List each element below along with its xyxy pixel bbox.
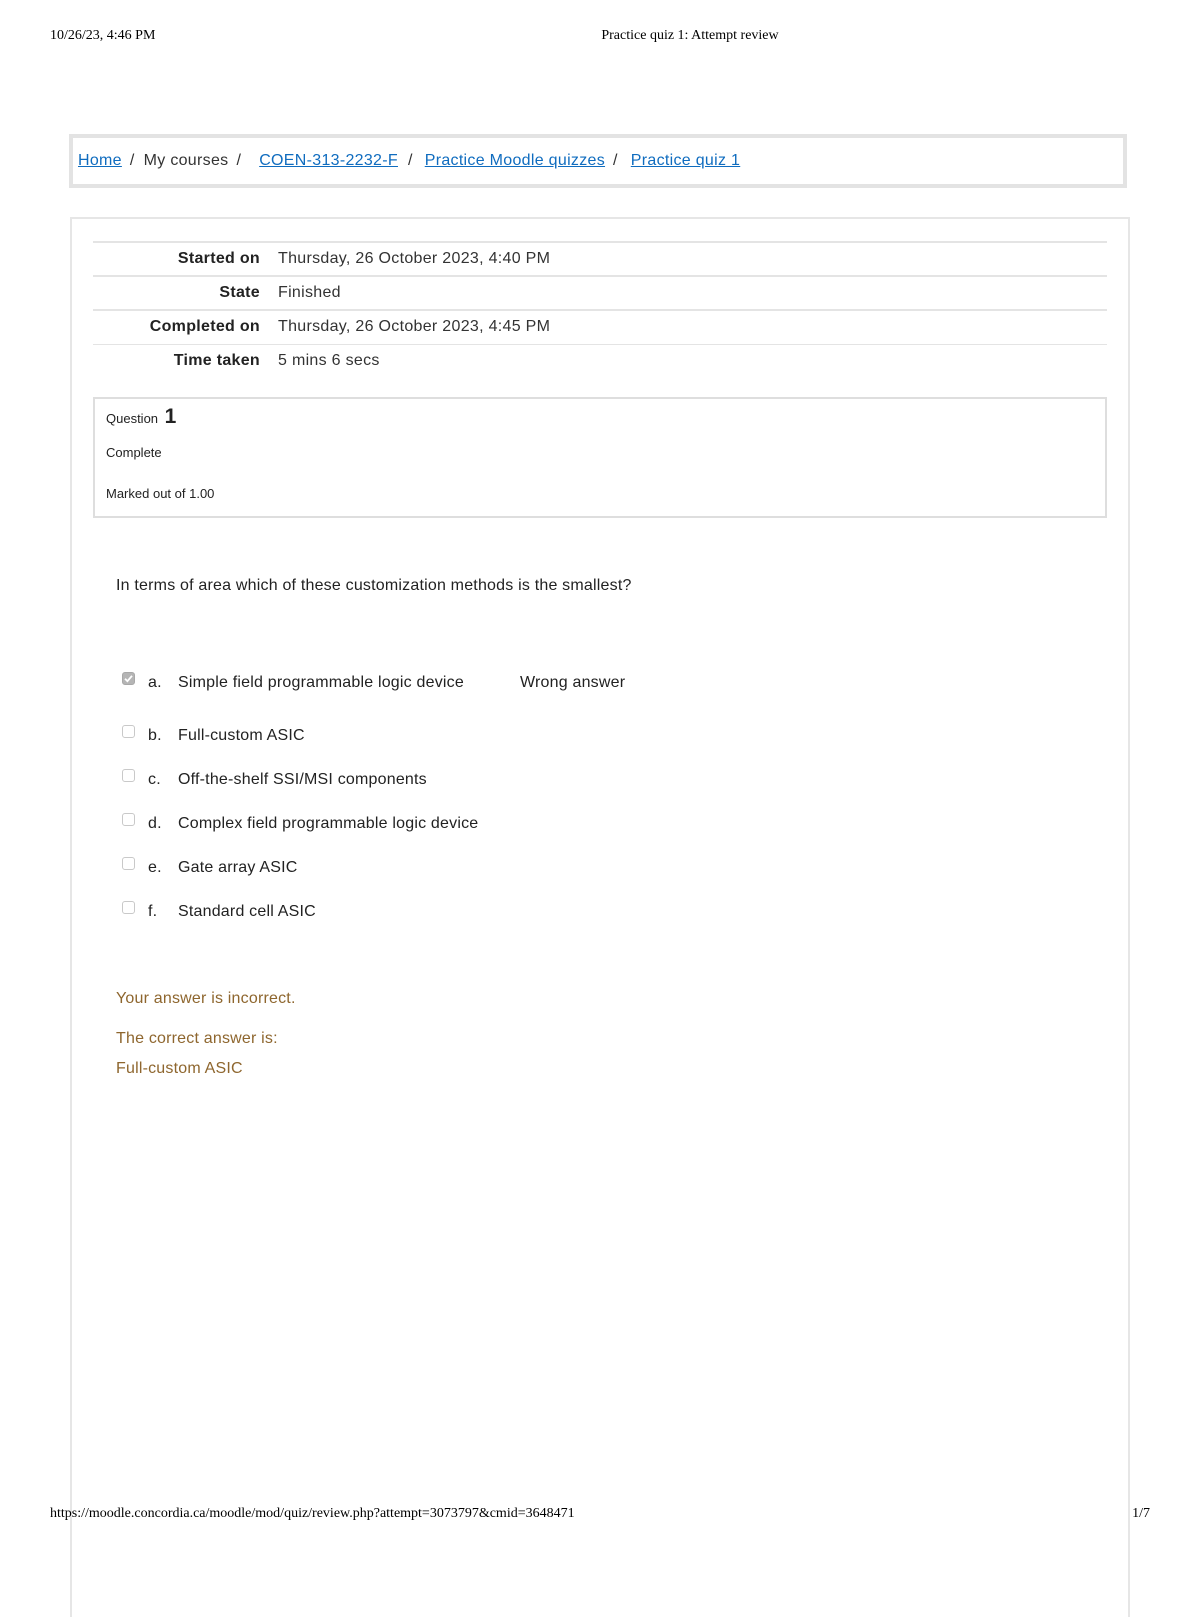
answer-option-letter: d. (148, 815, 162, 832)
print-page-number: 1/7 (1132, 1506, 1150, 1521)
breadcrumb-separator: / (129, 152, 135, 169)
answer-option-letter: c. (148, 771, 161, 788)
print-page-title: Practice quiz 1: Attempt review (601, 28, 779, 43)
answer-option (122, 856, 298, 880)
attempt-summary-table (93, 241, 1107, 378)
correct-answer-value: Full-custom ASIC (116, 1060, 243, 1077)
completed-on-value: Thursday, 26 October 2023, 4:45 PM (278, 318, 551, 336)
state-label: State (219, 284, 260, 301)
answer-option-text: Standard cell ASIC (178, 903, 316, 920)
breadcrumb-course-link[interactable]: COEN-313-2232-F (259, 152, 398, 169)
checkbox-icon[interactable] (122, 813, 135, 826)
breadcrumb-home-link[interactable]: Home (78, 152, 122, 169)
answer-option-letter: b. (148, 727, 162, 744)
completed-on-label: Completed on (149, 318, 260, 336)
summary-row-state (93, 276, 1107, 310)
checkbox-icon[interactable] (122, 725, 135, 738)
answer-option-letter: e. (148, 859, 162, 876)
answer-option-text: Off-the-shelf SSI/MSI components (178, 771, 427, 788)
question-label: Question (106, 411, 159, 426)
print-url: https://moodle.concordia.ca/moodle/mod/quiz/review.php?attempt=3073797&cmid=3648471 (50, 1506, 575, 1521)
result-feedback: Your answer is incorrect. (116, 990, 296, 1007)
question-number-value: 1 (164, 405, 177, 428)
breadcrumb-separator: / (407, 152, 413, 169)
checkmark-icon (123, 673, 134, 684)
question-text: In terms of area which of these customization methods is the smallest? (116, 577, 632, 594)
breadcrumb-section-link[interactable]: Practice Moodle quizzes (424, 152, 606, 169)
checkbox-icon[interactable] (122, 857, 135, 870)
answer-option-text: Simple field programmable logic device (178, 674, 464, 691)
breadcrumb (69, 134, 1127, 188)
question-grade: Marked out of 1.00 (106, 486, 215, 501)
answer-option (122, 724, 305, 748)
answer-option (122, 671, 626, 695)
print-datetime: 10/26/23, 4:46 PM (50, 28, 156, 43)
checkbox-icon[interactable] (122, 672, 135, 685)
answer-option-text: Complex field programmable logic device (178, 815, 479, 832)
question-state: Complete (106, 445, 162, 460)
question-number (106, 405, 176, 429)
answer-option-letter: f. (148, 903, 158, 920)
checkbox-icon[interactable] (122, 769, 135, 782)
answer-option-feedback: Wrong answer (520, 674, 626, 691)
breadcrumb-quiz-link[interactable]: Practice quiz 1 (630, 152, 741, 169)
started-on-label: Started on (177, 250, 260, 267)
breadcrumb-separator: / (236, 152, 242, 169)
summary-row-time (93, 344, 1107, 378)
started-on-value: Thursday, 26 October 2023, 4:40 PM (278, 250, 551, 267)
time-taken-label: Time taken (173, 352, 260, 370)
answer-option (122, 768, 427, 792)
summary-row-completed (93, 310, 1107, 344)
correct-answer-label: The correct answer is: (116, 1030, 278, 1047)
time-taken-value: 5 mins 6 secs (278, 352, 380, 370)
breadcrumb-separator: / (613, 152, 618, 169)
answer-option (122, 812, 479, 836)
answer-option-text: Full-custom ASIC (178, 727, 305, 744)
answer-option (122, 900, 316, 924)
question-info-box (93, 397, 1107, 518)
breadcrumb-my-courses: My courses (143, 152, 229, 169)
state-value: Finished (278, 284, 341, 301)
answer-option-letter: a. (148, 674, 162, 691)
summary-row-started (93, 242, 1107, 276)
checkbox-icon[interactable] (122, 901, 135, 914)
answer-option-text: Gate array ASIC (178, 859, 298, 876)
